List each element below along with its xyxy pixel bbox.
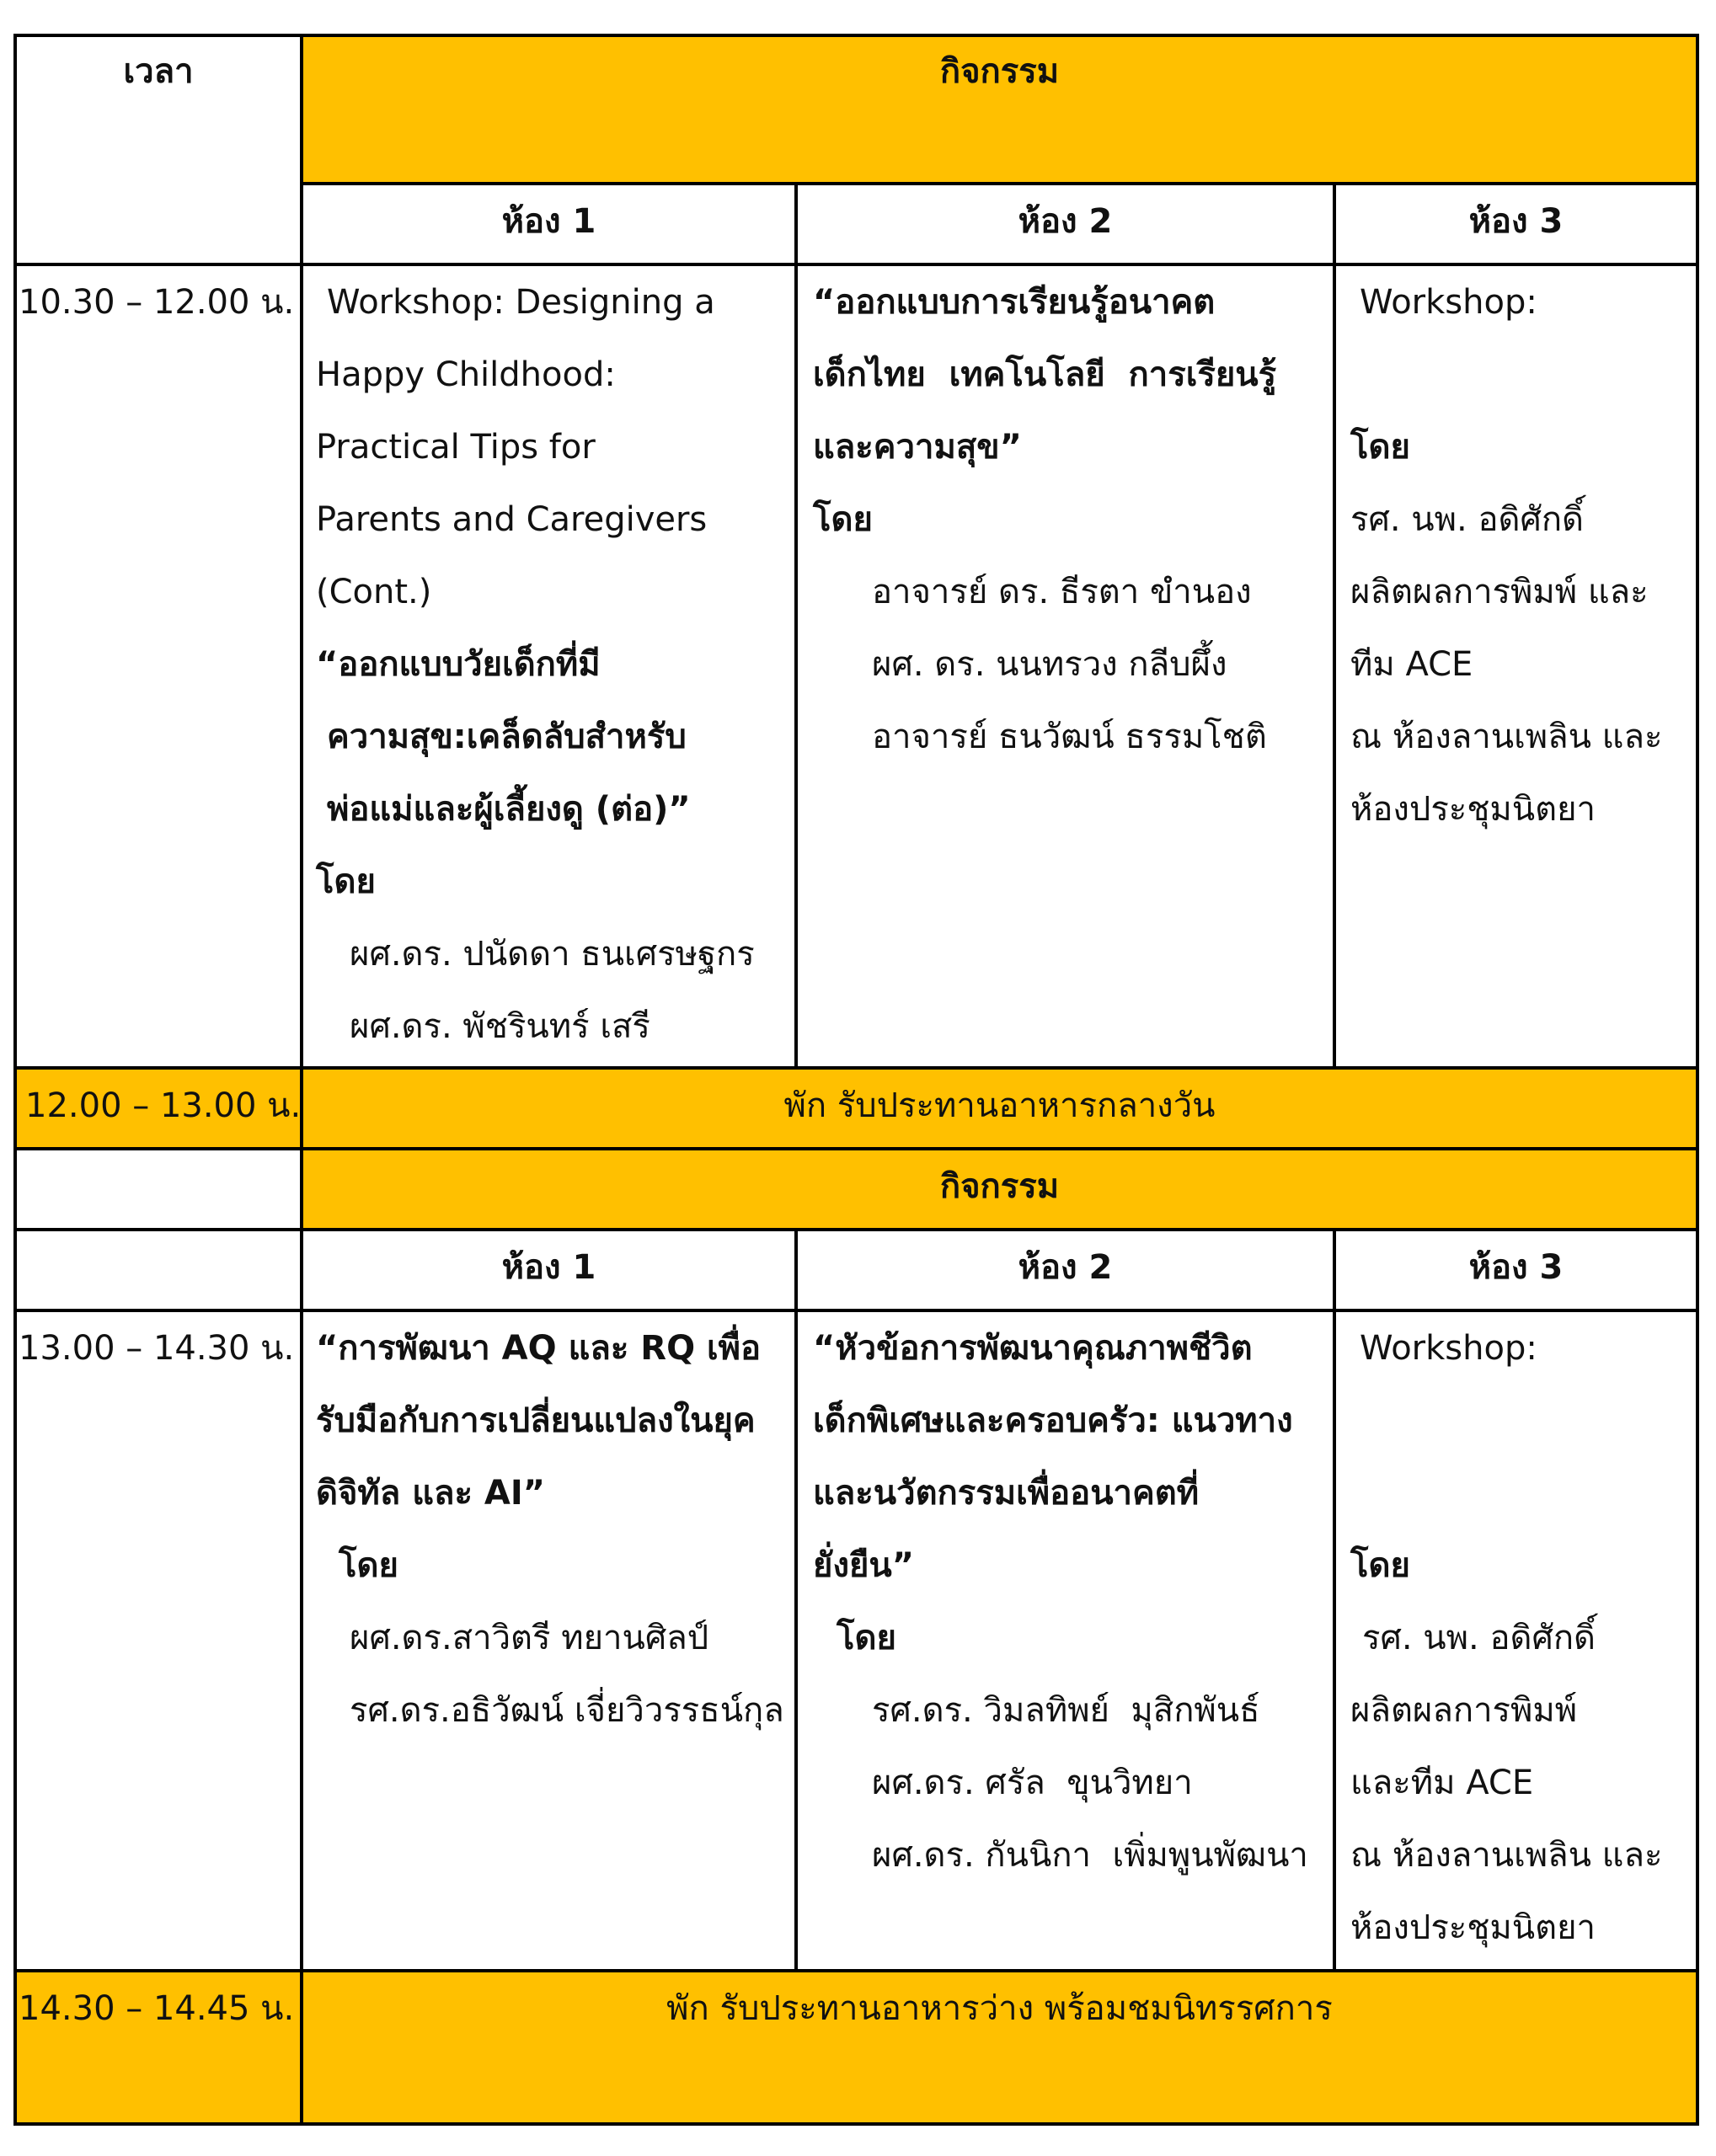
session2-room1-speaker: ผศ.ดร.สาวิตรี ทยานศิลป์: [350, 1619, 709, 1657]
session2-room3-title: Workshop:: [1360, 1329, 1537, 1368]
border-line: [794, 1228, 798, 1971]
room-1-header: ห้อง 1: [501, 202, 596, 241]
session1-room2-speaker: ผศ. ดร. นนทรวง กลีบผึ้ง: [872, 645, 1227, 684]
session2-room2-by: โดย: [837, 1619, 896, 1657]
room-1-header-2: ห้อง 1: [501, 1248, 596, 1287]
room-3-header-2: ห้อง 3: [1468, 1248, 1564, 1287]
session1-time: 10.30 – 12.00 น.: [19, 283, 295, 322]
session2-room2-title-line: “หัวข้อการพัฒนาคุณภาพชีวิต: [813, 1329, 1253, 1368]
border-line: [1696, 34, 1699, 2126]
session1-room1-speaker: ผศ.ดร. พัชรินทร์ เสรี: [350, 1007, 650, 1046]
room-2-header-2: ห้อง 2: [1018, 1248, 1113, 1287]
session2-room1-title-line: “การพัฒนา AQ และ RQ เพื่อ: [316, 1329, 762, 1368]
session2-room2-title-line: เด็กพิเศษและครอบครัว: แนวทาง: [813, 1401, 1293, 1440]
session2-room1-by: โดย: [339, 1546, 398, 1585]
session1-room2-speaker: อาจารย์ ดร. ธีรตา ขำนอง: [872, 573, 1252, 611]
session2-room2-speaker: ผศ.ดร. กันนิกา เพิ่มพูนพัฒนา: [872, 1836, 1308, 1875]
border-line: [794, 182, 798, 1068]
session2-room3-line: ณ ห้องลานเพลิน และ: [1350, 1836, 1663, 1875]
session2-room3-line: ผลิตผลการพิมพ์: [1350, 1691, 1578, 1730]
session2-room3-by: โดย: [1350, 1546, 1410, 1585]
session1-room1-th-line: “ออกแบบวัยเด็กที่มี: [316, 645, 601, 684]
session1-room3-line: ห้องประชุมนิตยา: [1350, 790, 1596, 829]
session1-room1-en-line: Practical Tips for: [316, 428, 596, 467]
lunch-time: 12.00 – 13.00 น.: [25, 1086, 302, 1125]
border-line: [1333, 182, 1336, 1068]
border-line: [15, 2122, 1699, 2126]
snack-time: 14.30 – 14.45 น.: [19, 1989, 295, 2028]
session2-room1-title-line: รับมือกับการเปลี่ยนแปลงในยุค: [316, 1401, 756, 1440]
time-column-header: เวลา: [123, 52, 194, 91]
activity-header: กิจกรรม: [939, 52, 1060, 91]
session1-room1-en-line: (Cont.): [316, 573, 432, 611]
session1-room2-title-line: “ออกแบบการเรียนรู้อนาคต: [813, 283, 1216, 322]
session1-room2-by: โดย: [813, 500, 873, 539]
session1-room3-line: ผลิตผลการพิมพ์ และ: [1350, 573, 1649, 611]
session2-room3-line: รศ. นพ. อดิศักดิ์: [1362, 1619, 1596, 1657]
session2-room1-title-line: ดิจิทัล และ AI”: [316, 1474, 546, 1513]
session1-room2-title-line: เด็กไทย เทคโนโลยี การเรียนรู้: [813, 355, 1277, 394]
activity-header-2: กิจกรรม: [939, 1167, 1060, 1206]
session2-room1-speaker: รศ.ดร.อธิวัฒน์ เจี่ยวิวรรธน์กุล: [350, 1691, 784, 1730]
session2-room3-line: และทีม ACE: [1350, 1764, 1534, 1802]
snack-text: พัก รับประทานอาหารว่าง พร้อมชมนิทรรศการ: [666, 1989, 1333, 2028]
session2-room2-title-line: ยั่งยืน”: [813, 1546, 915, 1585]
session1-room1-th-line: ความสุข:เคล็ดลับสำหรับ: [327, 718, 687, 756]
session1-room1-en-line: Parents and Caregivers: [316, 500, 708, 539]
session1-room2-title-line: และความสุข”: [813, 428, 1022, 467]
session2-room2-title-line: และนวัตกรรมเพื่ออนาคตที่: [813, 1474, 1200, 1513]
session1-room1-en-line: Workshop: Designing a: [327, 283, 715, 322]
border-line: [1333, 1228, 1336, 1971]
session1-room2-speaker: อาจารย์ ธนวัฒน์ ธรรมโชติ: [872, 718, 1267, 756]
border-line: [13, 34, 17, 2126]
session1-room1-en-line: Happy Childhood:: [316, 355, 616, 394]
session1-room3-title: Workshop:: [1360, 283, 1537, 322]
session1-room3-line: ทีม ACE: [1350, 645, 1473, 684]
session2-time: 13.00 – 14.30 น.: [19, 1329, 295, 1368]
session1-room1-th-line: พ่อแม่และผู้เลี้ยงดู (ต่อ)”: [327, 790, 691, 829]
session1-room1-by: โดย: [316, 862, 376, 901]
session2-room2-speaker: รศ.ดร. วิมลทิพย์ มุสิกพันธ์: [872, 1691, 1260, 1730]
session1-room3-line: ณ ห้องลานเพลิน และ: [1350, 718, 1663, 756]
session1-room1-speaker: ผศ.ดร. ปนัดดา ธนเศรษฐกร: [350, 935, 755, 974]
room-2-header: ห้อง 2: [1018, 202, 1113, 241]
session2-room3-line: ห้องประชุมนิตยา: [1350, 1908, 1596, 1947]
lunch-text: พัก รับประทานอาหารกลางวัน: [783, 1086, 1216, 1125]
session2-room2-speaker: ผศ.ดร. ศรัล ขุนวิทยา: [872, 1764, 1193, 1802]
session1-room3-line: รศ. นพ. อดิศักดิ์: [1350, 500, 1585, 539]
room-3-header: ห้อง 3: [1468, 202, 1564, 241]
session1-room3-by: โดย: [1350, 428, 1410, 467]
